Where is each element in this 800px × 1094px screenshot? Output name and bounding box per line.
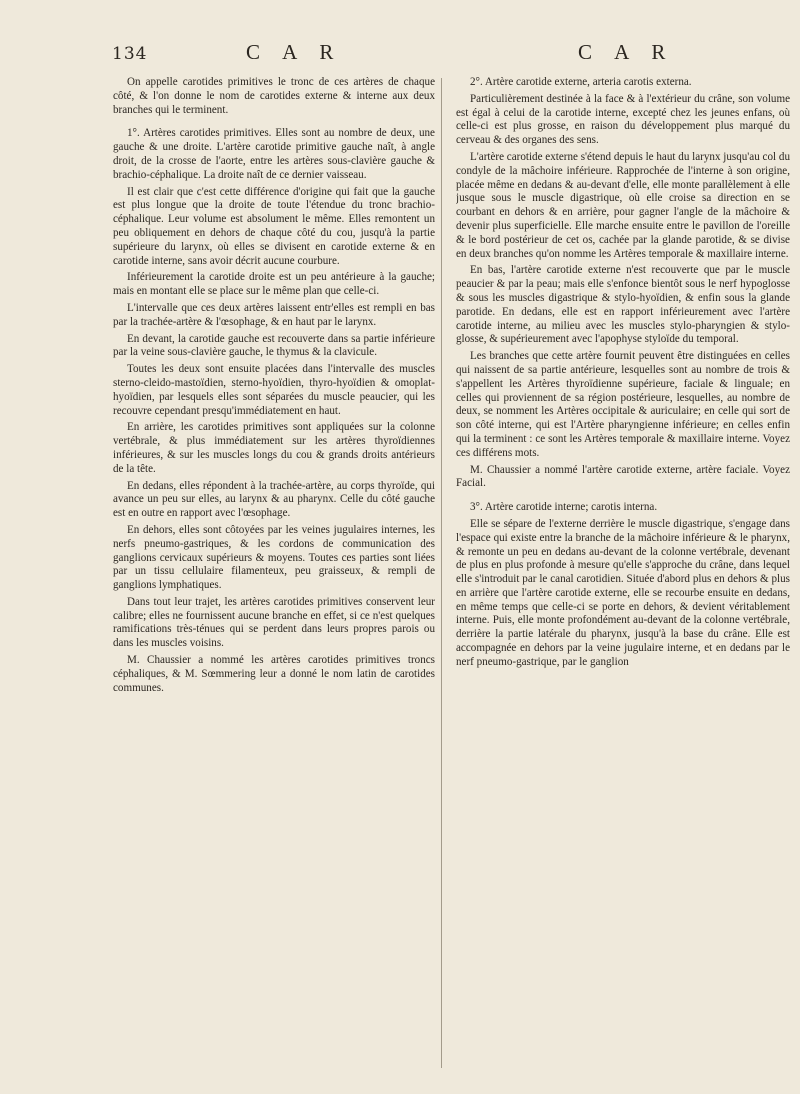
paragraph: Toutes les deux sont ensuite placées dans l'intervalle des muscles sterno-cleido-mastoïdien, sterno-hyoïdien, thyro-hyoïdien & omoplat-hyoïdien, par lesquels elles sont séparées du muscle peaucier, qui les recouvre cependant presqu'immédiatement en haut. bbox=[113, 363, 435, 417]
paragraph: En arrière, les carotides primitives sont appliquées sur la colonne vertébrale, & plus immédiatement sur les artères thyroïdiennes inférieures, & sur les muscles longs du cou & grands droits antérieurs de la tête. bbox=[113, 421, 435, 475]
paragraph: L'artère carotide externe s'étend depuis le haut du larynx jusqu'au col du condyle de la mâchoire inférieure. Rapprochée de l'interne à son origine, placée même en dedans & au-devant d'elle, elle monte parallèlement à elle jusque sous le muscle digastrique, où elle croise sa direction en se courbant en dehors & en arrière, pour gagner l'angle de la mâchoire & devenir plus superficielle. Elle marche ensuite entre le pavillon de l'oreille & le bord postérieur de cet os, cachée par la glande parotide, & se divise en deux branches qu'on nomme les Artères temporale & maxillaire interne. bbox=[456, 150, 790, 260]
paragraph: Particulièrement destinée à la face & à l'extérieur du crâne, son volume est égal à celui de la carotide interne, excepté chez les jeunes enfans, où celle-ci est plus grosse, en raison du développement plus marqué du cerveau & des organes des sens. bbox=[456, 92, 790, 147]
paragraph: En devant, la carotide gauche est recouverte dans sa partie inférieure par la veine sous-clavière gauche, le thymus & la clavicule. bbox=[113, 332, 435, 359]
right-column bbox=[456, 76, 790, 1076]
paragraph: En dedans, elles répondent à la trachée-artère, au corps thyroïde, qui avance un peu sur elles, au larynx & au pharynx. Celle du côté gauche est en outre en rapport avec l'œsophage. bbox=[113, 479, 435, 520]
paragraph: Il est clair que c'est cette différence d'origine qui fait que la gauche est plus longue que la droite de toute l'étendue du tronc brachio-céphalique. Leur volume est absolument le même. Elles remontent un peu obliquement en dehors de chaque côté du cou, jusqu'à la partie supérieure du larynx, où elles se divisent en carotide externe & en carotide interne, sans avoir décrit aucune courbure. bbox=[113, 185, 435, 267]
page-header bbox=[0, 38, 800, 68]
section-heading-paragraph: 2°. Artère carotide externe, arteria carotis externa. bbox=[470, 76, 692, 88]
paragraph: Elle se sépare de l'externe derrière le muscle digastrique, s'engage dans l'espace qui existe entre la branche de la mâchoire inférieure & le pharynx, & remonte un peu en dedans au-devant de la colonne vertébrale, devenant de plus en plus profonde à mesure qu'elle s'approche du crâne, dans lequel elle s'introduit par le canal carotidien. Située d'abord plus en dehors & plus en arrière que l'artère carotide externe, elle se recourbe ensuite en dedans, en même temps que celle-ci se porte en dehors, & devient véritablement interne. Puis, elle monte profondément au-devant de la colonne vertébrale, derrière la partie latérale du pharynx, jusqu'à la base du crâne. Elle est accompagnée en dehors par la veine jugulaire interne, et en dedans par le nerf pneumo-gastrique, par le ganglion bbox=[456, 517, 790, 668]
section-heading-paragraph: 3°. Artère carotide interne; carotis interna. bbox=[470, 501, 658, 514]
left-column bbox=[113, 76, 435, 1076]
paragraph: En bas, l'artère carotide externe n'est recouverte que par le muscle peaucier & par la peau; mais elle s'enfonce bientôt sous le nerf hypoglosse & sous les muscles digastrique & stylo-hyoïdien, & enfin sous la glande parotide. En dedans, elle est en rapport inférieurement avec l'artère carotide interne, au milieu avec les muscles stylo-pharyngien & stylo-glosse, & supérieurement avec l'apophyse styloïde du temporal. bbox=[456, 264, 790, 346]
page-number: 134 bbox=[112, 44, 148, 64]
paragraph: Les branches que cette artère fournit peuvent être distinguées en celles qui naissent de sa partie antérieure, lesquelles sont au nombre de trois & s'appellent les Artères thyroïdienne supérieure, faciale & linguale; en celles qui proviennent de sa région postérieure, lesquelles, au nombre de deux, se nomment les Artères occipitale & auriculaire; en celle qui sort de son côté interne, qui est l'Artère pharyngienne inférieure; en celles enfin qui la terminent : ce sont les Artères temporale & maxillaire interne. Voyez ces différens mots. bbox=[456, 350, 790, 459]
paragraph: Inférieurement la carotide droite est un peu antérieure à la gauche; mais en montant elle se place sur le même plan que celle-ci. bbox=[113, 271, 435, 298]
paragraph: En dehors, elles sont côtoyées par les veines jugulaires internes, les nerfs pneumo-gastriques, & les cordons de communication des ganglions cervicaux supérieurs & moyens. Toutes ces parties sont liées par un tissu cellulaire filamenteux, peu graisseux, & rempli de ganglions lymphatiques. bbox=[113, 523, 435, 592]
running-head-right: C A R bbox=[578, 40, 675, 64]
column-divider bbox=[441, 78, 442, 1068]
paragraph: On appelle carotides primitives le tronc de ces artères de chaque côté, & l'on donne le nom de carotides externe & interne aux deux branches qui le terminent. bbox=[113, 76, 435, 116]
paragraph: M. Chaussier a nommé les artères carotides primitives troncs céphaliques, & M. Sœmmering leur a donné le nom latin de carotides communes. bbox=[113, 654, 435, 694]
section-heading-paragraph: 1°. Artères carotides primitives. Elles sont au nombre de deux, une gauche & une droite. L'artère carotide primitive gauche naît, à angle droit, de la crosse de l'aorte, entre les artères sous-clavière gauche & brachio-céphalique. La droite naît de ce dernier vaisseau. bbox=[113, 127, 435, 181]
running-head-left: C A R bbox=[246, 40, 343, 64]
paragraph: Dans tout leur trajet, les artères carotides primitives conservent leur calibre; elles ne fournissent aucune branche en effet, si ce n'est quelques ramifications très-ténues qui se perdent dans leurs propres parois ou dans les muscles voisins. bbox=[113, 595, 435, 650]
paragraph: M. Chaussier a nommé l'artère carotide externe, artère faciale. Voyez Facial. bbox=[456, 463, 790, 490]
paragraph: L'intervalle que ces deux artères laissent entr'elles est rempli en bas par la trachée-artère & l'œsophage, & en haut par le larynx. bbox=[113, 301, 435, 328]
